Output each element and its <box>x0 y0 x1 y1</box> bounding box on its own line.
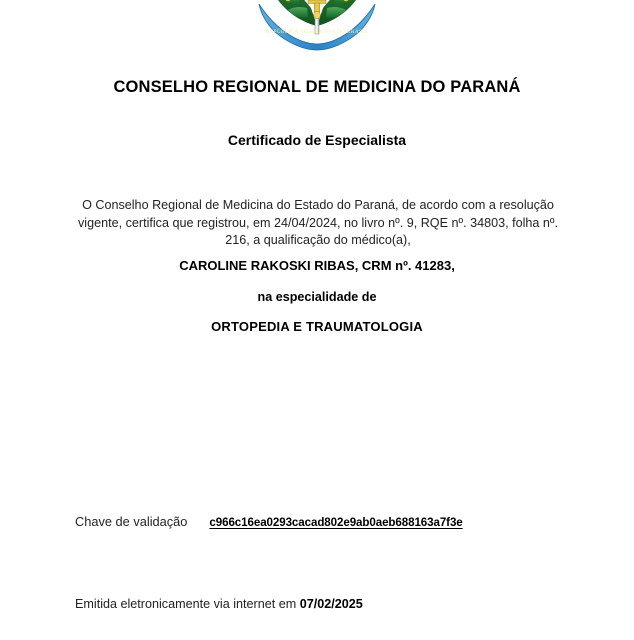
validation-key-label: Chave de validação <box>75 514 188 529</box>
brazil-coat-of-arms-icon <box>255 0 379 55</box>
organization-title: CONSELHO REGIONAL DE MEDICINA DO PARANÁ <box>113 78 521 96</box>
doctor-name-and-crm: CAROLINE RAKOSKI RIBAS, CRM nº. 41283, <box>179 258 455 273</box>
validation-key-value[interactable]: c966c16ea0293cacad802e9ab0aeb688163a7f3e <box>209 516 463 529</box>
issuance-date: 07/02/2025 <box>299 597 363 611</box>
issuance-footer <box>75 597 595 611</box>
validation-key-row <box>75 514 575 529</box>
certificate-body-text: O Conselho Regional de Medicina do Estado do Paraná, de acordo com a resolução vigente, certifica que registrou, em 24/04/2024, no livro nº. 9, RQE nº. 34803, folha nº. 216, a qualificação do médico(a), <box>77 198 559 247</box>
specialty-lead-text: na especialidade de <box>257 290 377 304</box>
specialty-name: ORTOPEDIA E TRAUMATOLOGIA <box>211 319 423 334</box>
brazil-coat-of-arms-container <box>0 0 634 55</box>
svg-text:REPÚBLICA FEDERATIVA DO BRASIL: REPÚBLICA FEDERATIVA DO BRASIL <box>266 29 368 35</box>
document-subtitle: Certificado de Especialista <box>227 132 407 148</box>
issuance-text: Emitida eletronicamente via internet em <box>75 597 300 611</box>
